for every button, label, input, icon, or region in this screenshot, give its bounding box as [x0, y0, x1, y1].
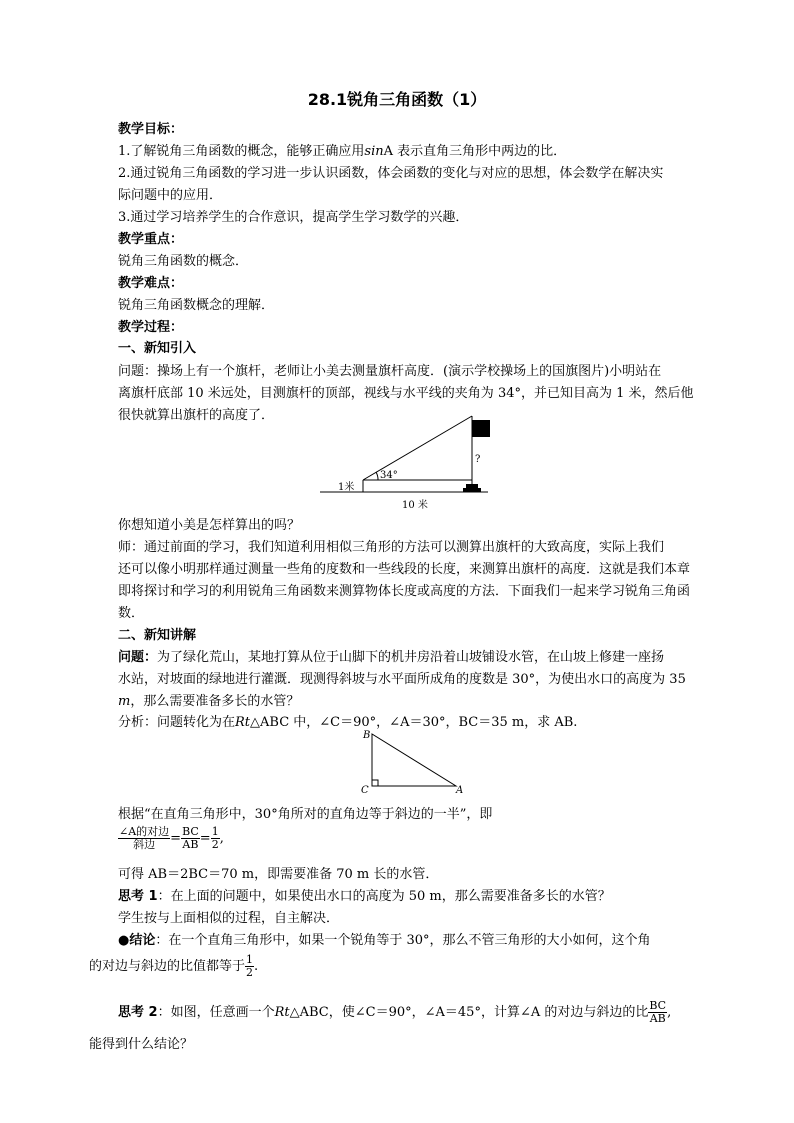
problem-tail: ，那么需要准备多长的水管？ — [130, 694, 300, 709]
teacher-line1: 师：通过前面的学习，我们知道利用相似三角形的方法可以测算出旗杆的大致高度，实际上我们 — [118, 540, 665, 555]
objectives-heading: 教学目标： — [118, 122, 184, 137]
fraction-one-half — [211, 826, 220, 851]
think1-label: 思考 1 — [118, 889, 158, 904]
sin-symbol: sin — [364, 144, 384, 159]
fraction-opposite-hypotenuse — [118, 826, 170, 851]
fraction-numerator: BC — [649, 999, 667, 1012]
objective-2-line1: 2.通过锐角三角函数的学习进一步认识函数，体会函数的变化与对应的思想，体会数学在解决实 — [118, 166, 664, 181]
formula-comma: , — [219, 831, 224, 846]
section1-heading: 一、新知引入 — [118, 341, 197, 356]
triangle-abc — [372, 734, 456, 786]
ratio-formula — [118, 826, 698, 851]
think2-line2: 能得到什么结论？ — [89, 1037, 194, 1052]
fraction-denominator: AB — [182, 838, 199, 851]
fraction-denominator: 2 — [211, 838, 219, 851]
conclusion-line2 — [89, 954, 669, 979]
rt-symbol: Rt — [235, 715, 251, 730]
section1-problem-line1: 问题：操场上有一个旗杆，老师让小美去测量旗杆高度．(演示学校操场上的国旗图片)小明站在 — [118, 364, 662, 379]
flagpole-figure — [320, 412, 490, 512]
students-line: 学生按与上面相似的过程，自主解决． — [118, 911, 340, 926]
think2-pre: ：如图，任意画一个 — [157, 1005, 275, 1020]
think2-mid: △ABC，使∠C＝90°，∠A＝45°，计算∠A 的对边与斜边的比 — [289, 1005, 649, 1020]
process-heading: 教学过程： — [118, 320, 184, 335]
label-10m: 10 米 — [402, 500, 428, 511]
fraction-denominator: 2 — [246, 966, 254, 979]
label-angle: 34° — [380, 470, 398, 481]
teacher-line2: 还可以像小明那样通过测量一些角的度数和一些线段的长度，来测算出旗杆的高度．这就是我们本章 — [118, 562, 691, 577]
conclusion-text: ：在一个直角三角形中，如果一个锐角等于 30°，那么不管三角形的大小如何，这个角 — [155, 933, 651, 948]
equals-sign: = — [170, 831, 182, 846]
problem-text: 为了绿化荒山，某地打算从位于山脚下的机井房沿着山坡铺设水管，在山坡上修建一座扬 — [157, 650, 665, 665]
think2-comma: , — [667, 1005, 672, 1020]
fraction-bc-ab — [648, 1000, 667, 1025]
analysis-pre: 分析：问题转化为在 — [118, 715, 236, 730]
section1-question: 你想知道小美是怎样算出的吗？ — [118, 518, 301, 533]
conclusion-line1 — [118, 932, 698, 950]
difficulty-text: 锐角三角函数概念的理解． — [118, 298, 275, 313]
fraction-numerator: 1 — [246, 953, 254, 966]
objective-1-tail: A 表示直角三角形中两边的比． — [383, 144, 567, 159]
fraction-numerator: 1 — [211, 825, 219, 838]
objective-1-text: 1.了解锐角三角函数的概念，能够正确应用 — [118, 144, 365, 159]
objective-3: 3.通过学习培养学生的合作意识，提高学生学习数学的兴趣． — [118, 210, 469, 225]
think2-label: 思考 2 — [118, 1005, 158, 1020]
think2-line1 — [118, 1000, 718, 1025]
vertex-b-label: B — [363, 730, 371, 741]
fraction-one-half — [245, 954, 254, 979]
section2-problem-line2: 水站，对坡面的绿地进行灌溉．现测得斜坡与水平面所成角的度数是 30°，为使出水口的高度为 35 — [118, 672, 686, 687]
right-triangle-figure — [356, 726, 468, 796]
vertex-c-label: C — [361, 785, 369, 796]
label-height-unknown: ? — [475, 454, 481, 465]
section1-problem-line3: 很快就算出旗杆的高度了． — [118, 408, 275, 423]
equals-sign: = — [199, 831, 211, 846]
key-point-heading: 教学重点： — [118, 232, 184, 247]
result-line: 可得 AB＝2BC＝70 m，即需要准备 70 m 长的水管． — [118, 867, 439, 882]
fraction-denominator: AB — [649, 1012, 666, 1025]
section2-heading: 二、新知讲解 — [118, 628, 197, 643]
conclusion-line2-text: 的对边与斜边的比值都等于 — [89, 959, 246, 974]
problem-label: 问题： — [118, 650, 158, 665]
key-point-text: 锐角三角函数的概念． — [118, 254, 249, 269]
think1-line — [118, 888, 698, 906]
analysis-post: △ABC 中，∠C＝90°，∠A＝30°，BC＝35 m，求 AB. — [250, 715, 578, 730]
objective-2-line2: 际问题中的应用． — [118, 188, 223, 203]
conclusion-period: . — [254, 959, 259, 974]
page-title: 28.1锐角三角函数（1） — [307, 90, 487, 109]
right-angle-mark — [372, 780, 378, 786]
fraction-numerator: ∠A的对边 — [119, 825, 170, 838]
fraction-denominator: 斜边 — [133, 838, 156, 851]
rt-symbol: Rt — [274, 1005, 290, 1020]
difficulty-heading: 教学难点： — [118, 276, 184, 291]
flag-icon — [472, 420, 490, 437]
flagpole-base — [463, 484, 481, 492]
section2-problem-line3 — [118, 693, 698, 711]
fraction-bc-ab — [181, 826, 200, 851]
teacher-line4: 数． — [118, 606, 145, 621]
section2-problem-line1 — [118, 649, 698, 667]
conclusion-label: ●结论 — [118, 933, 156, 948]
angle-arc — [376, 472, 378, 480]
label-1m: 1米 — [338, 482, 355, 493]
according-line: 根据“在直角三角形中，30°角所对的直角边等于斜边的一半”，即 — [118, 807, 493, 822]
section1-problem-line2: 离旗杆底部 10 米远处，目测旗杆的顶部，视线与水平线的夹角为 34°，并已知目高为 1 米，然后他 — [118, 386, 694, 401]
unit-m: m — [118, 694, 131, 709]
teacher-line3: 即将探讨和学习的利用锐角三角函数来测算物体长度或高度的方法．下面我们一起来学习锐角三角函 — [118, 584, 691, 599]
vertex-a-label: A — [456, 785, 464, 796]
fraction-numerator: BC — [182, 825, 199, 838]
think1-text: ：在上面的问题中，如果使出水口的高度为 50 m，那么需要准备多长的水管？ — [157, 889, 611, 904]
objective-1 — [118, 143, 698, 161]
